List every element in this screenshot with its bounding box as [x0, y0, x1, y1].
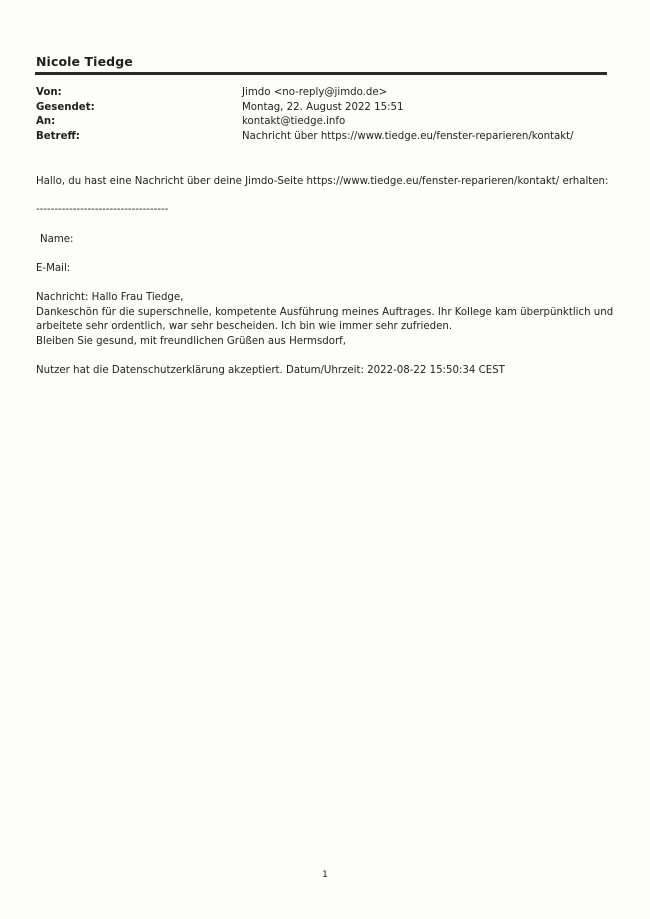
separator-line: ------------------------------------	[36, 204, 169, 215]
from-label: Von:	[36, 87, 62, 98]
message-line: Bleiben Sie gesund, mit freundlichen Grüßen aus Hermsdorf,	[36, 335, 346, 347]
message-line: arbeitete sehr ordentlich, war sehr bescheiden. Ich bin wie immer sehr zufrieden.	[36, 321, 453, 332]
message-line: Dankeschön für die superschnelle, kompetente Ausführung meines Auftrages. Ihr Kollege kam überpünktlich und	[36, 306, 614, 318]
page-number: 1	[322, 870, 328, 880]
from-value: Jimdo <no-reply@jimdo.de>	[242, 87, 388, 98]
consent-footer: Nutzer hat die Datenschutzerklärung akzeptiert. Datum/Uhrzeit: 2022-08-22 15:50:34 CEST	[36, 365, 505, 376]
to-value: kontakt@tiedge.info	[242, 116, 346, 127]
subject-label: Betreff:	[36, 130, 80, 142]
header-rule	[35, 72, 607, 75]
email-label: E-Mail:	[36, 263, 71, 274]
name-label: Name:	[40, 234, 74, 245]
greeting-text: Hallo, du hast eine Nachricht über deine Jimdo-Seite https://www.tiedge.eu/fenster-reparieren/kontakt/ erhalten:	[36, 176, 609, 187]
sent-value: Montag, 22. August 2022 15:51	[242, 101, 404, 113]
sender-name: Nicole Tiedge	[36, 54, 133, 69]
sent-label: Gesendet:	[36, 101, 95, 113]
subject-value: Nachricht über https://www.tiedge.eu/fenster-reparieren/kontakt/	[242, 130, 574, 142]
to-label: An:	[36, 116, 56, 127]
message-line: Nachricht: Hallo Frau Tiedge,	[36, 292, 184, 303]
message-block	[36, 291, 614, 349]
